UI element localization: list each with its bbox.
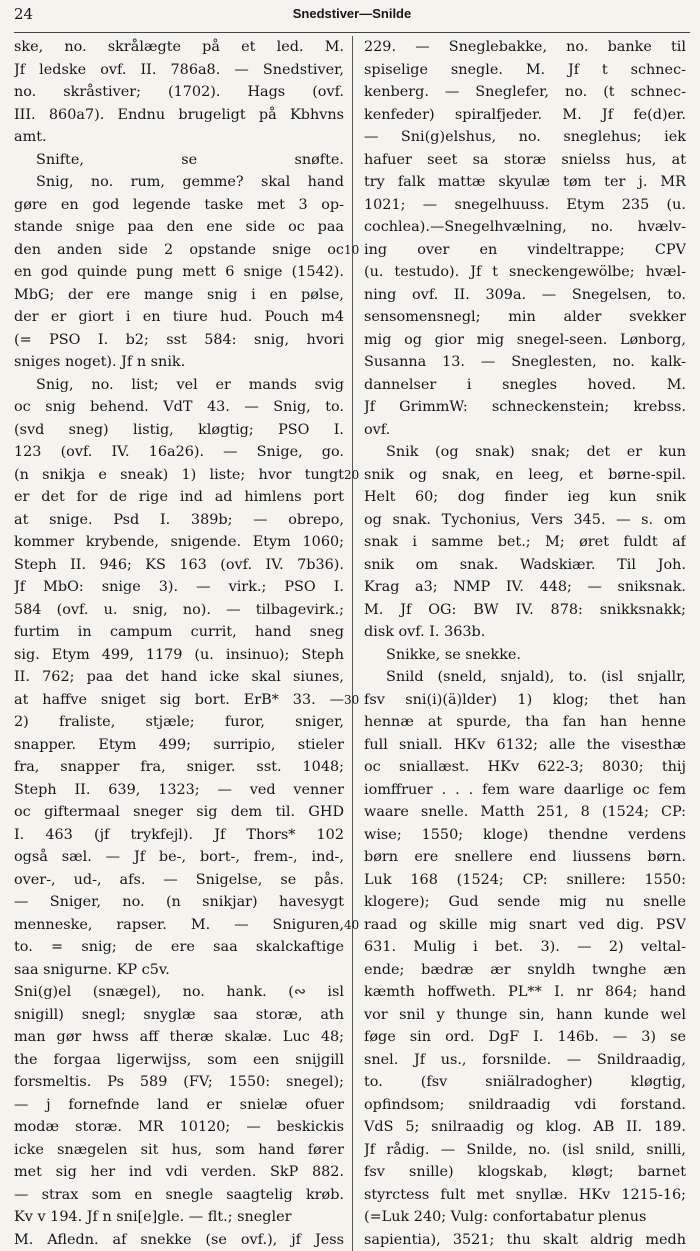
text-line: og snak. Tychonius, Vers 345. — s. om — [364, 509, 686, 532]
text-line: (u. testudo). Jf t sneckengewölbe; hvæl- — [364, 261, 686, 284]
text-line: kommer krybende, snigende. Etym 1060; — [14, 531, 344, 554]
text-line: Jf MbO: snige 3). — virk.; PSO I. — [14, 576, 344, 599]
text-line: ning ovf. II. 309a. — Snegelsen, to. — [364, 284, 686, 307]
text-line: spiselige snegle. M. Jf t schnec- — [364, 59, 686, 82]
text-line: sniges noget). Jf n snik. — [14, 351, 344, 374]
text-line: the forgaa ligerwijss, som een snijgill — [14, 1049, 344, 1072]
text-line: over-, ud-, afs. — Snigelse, se pås. — [14, 869, 344, 892]
text-line: en god quinde pung mett 6 snige (1542). — [14, 261, 344, 284]
text-line: III. 860a7). Endnu brugeligt på Kbhvns — [14, 104, 344, 127]
text-line: der er giort i en tiure hud. Pouch m4 — [14, 306, 344, 329]
text-line: icke snægelen sit hus, som hand fører — [14, 1139, 344, 1162]
text-line: Snig, no. list; vel er mands svig — [14, 374, 344, 397]
text-line: no. skråstiver; (1702). Hags (ovf. — [14, 81, 344, 104]
text-line: (= PSO I. b2; sst 584: snig, hvori — [14, 329, 344, 352]
text-line: Jf ledske ovf. II. 786a8. — Snedstiver, — [14, 59, 344, 82]
text-line: oc snig behend. VdT 43. — Snig, to. — [14, 396, 344, 419]
text-line: Jf rådig. — Snilde, no. (isl snild, snilli, — [364, 1139, 686, 1162]
text-line: snik om snak. Wadskiær. Til Joh. — [364, 554, 686, 577]
text-line: den anden side 2 opstande snige oc — [14, 239, 344, 262]
text-line: gøre en god legende taske met 3 op- — [14, 194, 344, 217]
text-line: (=Luk 240; Vulg: confortabatur plenus — [364, 1206, 686, 1229]
text-line: opfindsom; snildraadig vdi forstand. — [364, 1094, 686, 1117]
text-line: kenberg. — Sneglefer, no. (t schnec- — [364, 81, 686, 104]
text-line: klogere); Gud sende mig nu snelle — [364, 891, 686, 914]
text-line: — j fornefnde land er snielæ ofuer — [14, 1094, 344, 1117]
text-line: Krag a3; NMP IV. 448; — sniksnak. — [364, 576, 686, 599]
text-line: — Sni(g)elshus, no. sneglehus; iek — [364, 126, 686, 149]
text-line: Snig, no. rum, gemme? skal hand — [14, 171, 344, 194]
text-line: snak i samme bet.; M; øret fuldt af — [364, 531, 686, 554]
text-line: raad og skille mig snart ved dig. PSV — [364, 914, 686, 937]
text-line: kenfeder) spiralfjeder. M. Jf fe(d)er. — [364, 104, 686, 127]
text-line: også sæl. — Jf be-, bort-, frem-, ind-, — [14, 846, 344, 869]
text-line: stande snige paa den ene side oc paa — [14, 216, 344, 239]
text-line: — Sniger, no. (n snikjar) havesygt — [14, 891, 344, 914]
text-line: at snige. Psd I. 389b; — obrepo, — [14, 509, 344, 532]
text-line: menneske, rapser. M. — Sniguren, — [14, 914, 344, 937]
text-line: met sig her ind vdi verden. SkP 882. — [14, 1161, 344, 1184]
text-line: fra, snapper fra, sniger. sst. 1048; — [14, 756, 344, 779]
text-line: snapper. Etym 499; surripio, stieler — [14, 734, 344, 757]
text-line: 2) fraliste, stjæle; furor, sniger, — [14, 711, 344, 734]
text-line: 584 (ovf. u. snig, no). — tilbagevirk.; — [14, 599, 344, 622]
text-line: to. = snig; de ere saa skalckaftige — [14, 936, 344, 959]
text-line: ende; bædræ ær snyldh twnghe æn — [364, 959, 686, 982]
text-line: to. (fsv sniälradogher) kløgtig, — [364, 1071, 686, 1094]
text-line: I. 463 (jf trykfejl). Jf Thors* 102 — [14, 824, 344, 847]
text-line: — strax som en snegle saagtelig krøb. — [14, 1184, 344, 1207]
text-line: Snifte, se snøfte. — [14, 149, 344, 172]
text-line: full sniall. HKv 6132; alle the visesthæ — [364, 734, 686, 757]
running-head: Snedstiver—Snilde — [14, 6, 690, 21]
text-line: Helt 60; dog finder ieg kun snik — [364, 486, 686, 509]
two-column-body — [14, 36, 690, 1251]
margin-line-number: 40 — [344, 918, 359, 932]
text-line: sensomensnegl; min alder svekker — [364, 306, 686, 329]
text-line: hafuer seet sa storæ snielss hus, at — [364, 149, 686, 172]
text-line: ske, no. skrålægte på et led. M. — [14, 36, 344, 59]
page-number: 24 — [14, 5, 33, 23]
text-line: try falk mattæ skyulæ tøm ter j. MR — [364, 171, 686, 194]
text-line: oc giftermaal sneger sig dem til. GHD — [14, 801, 344, 824]
text-line: disk ovf. I. 363b. — [364, 621, 686, 644]
text-line: Luk 168 (1524; CP: snillere: 1550: — [364, 869, 686, 892]
text-line: (n snikja e sneak) 1) liste; hvor tungt — [14, 464, 344, 487]
text-line: VdS 5; snilraadig og klog. AB II. 189. — [364, 1116, 686, 1139]
text-line: MbG; der ere mange snig i en pølse, — [14, 284, 344, 307]
text-line: Sni(g)el (snægel), no. hank. (∾ isl — [14, 981, 344, 1004]
text-line: fsv snille) klogskab, kløgt; barnet — [364, 1161, 686, 1184]
text-line: man gør hwss aff theræ skalæ. Luc 48; — [14, 1026, 344, 1049]
text-line: modæ storæ. MR 10120; — beskickis — [14, 1116, 344, 1139]
text-line: M. Afledn. af snekke (se ovf.), jf Jess — [14, 1229, 344, 1251]
text-line: Snikke, se snekke. — [364, 644, 686, 667]
text-line: (svd sneg) listig, kløgtig; PSO I. — [14, 419, 344, 442]
text-line: føge sin ord. DgF I. 146b. — 3) se — [364, 1026, 686, 1049]
left-column — [14, 36, 352, 1251]
text-line: Snik (og snak) snak; det er kun — [364, 441, 686, 464]
text-line: sig. Etym 499, 1179 (u. insinuo); Steph — [14, 644, 344, 667]
text-line: Steph II. 946; KS 163 (ovf. IV. 7b36). — [14, 554, 344, 577]
text-line: 1021; — snegelhuuss. Etym 235 (u. — [364, 194, 686, 217]
text-line: cochlea).—Snegelhvælning, no. hvælv- — [364, 216, 686, 239]
text-line: kæmth hoffweth. PL** I. nr 864; hand — [364, 981, 686, 1004]
text-line: Jf GrimmW: schneckenstein; krebss. — [364, 396, 686, 419]
right-column — [352, 36, 686, 1251]
text-line: snik og snak, en leeg, et børne-spil. — [364, 464, 686, 487]
text-line: forsmeltis. Ps 589 (FV; 1550: snegel); — [14, 1071, 344, 1094]
text-line: M. Jf OG: BW IV. 878: snikksnakk; — [364, 599, 686, 622]
text-line: sapientia), 3521; thu skalt aldrig medh — [364, 1229, 686, 1251]
text-line: ing over en vindeltrappe; CPV — [364, 239, 686, 262]
text-line: Kv v 194. Jf n sni[e]gle. — flt.; snegler — [14, 1206, 344, 1229]
text-line: snel. Jf us., forsnilde. — Snildraadig, — [364, 1049, 686, 1072]
margin-line-number: 20 — [344, 468, 359, 482]
text-line: fsv sni(i)(ä)lder) 1) klog; thet han — [364, 689, 686, 712]
text-line: ovf. — [364, 419, 686, 442]
text-line: at haffve sniget sig bort. ErB* 33. — — [14, 689, 344, 712]
text-line: wise; 1550; kloge) thendne verdens — [364, 824, 686, 847]
text-line: Snild (sneld, snjald), to. (isl snjallr, — [364, 666, 686, 689]
text-line: 229. — Sneglebakke, no. banke til — [364, 36, 686, 59]
text-line: vor snil y thunge sin, hann kunde wel — [364, 1004, 686, 1027]
text-line: Steph II. 639, 1323; — ved venner — [14, 779, 344, 802]
text-line: Susanna 13. — Sneglesten, no. kalk- — [364, 351, 686, 374]
text-line: waare snelle. Matth 251, 8 (1524; CP: — [364, 801, 686, 824]
margin-line-number: 30 — [344, 693, 359, 707]
text-line: iomffruer . . . fem ware daarlige oc fem — [364, 779, 686, 802]
text-line: 631. Mulig i bet. 3). — 2) veltal- — [364, 936, 686, 959]
text-line: oc sniallæst. HKv 622-3; 8030; thij — [364, 756, 686, 779]
text-line: II. 762; paa det hand icke skal siunes, — [14, 666, 344, 689]
text-line: 123 (ovf. IV. 16a26). — Snige, go. — [14, 441, 344, 464]
text-line: snigill) snegl; snyglæ saa storæ, ath — [14, 1004, 344, 1027]
text-line: børn ere snellere end liussens børn. — [364, 846, 686, 869]
text-line: amt. — [14, 126, 344, 149]
text-line: er det for de rige ind ad himlens port — [14, 486, 344, 509]
text-line: mig og gior mig snegel-seen. Lønborg, — [364, 329, 686, 352]
text-line: saa snigurne. KP c5v. — [14, 959, 344, 982]
text-line: styrctess fult met snyllæ. HKv 1215-16; — [364, 1184, 686, 1207]
margin-line-number: 10 — [344, 243, 359, 257]
text-line: hennæ at spurde, tha fan han henne — [364, 711, 686, 734]
header-rule — [14, 32, 690, 33]
text-line: furtim in campum currit, hand sneg — [14, 621, 344, 644]
page-header — [14, 0, 690, 36]
text-line: dannelser i snegles hoved. M. — [364, 374, 686, 397]
